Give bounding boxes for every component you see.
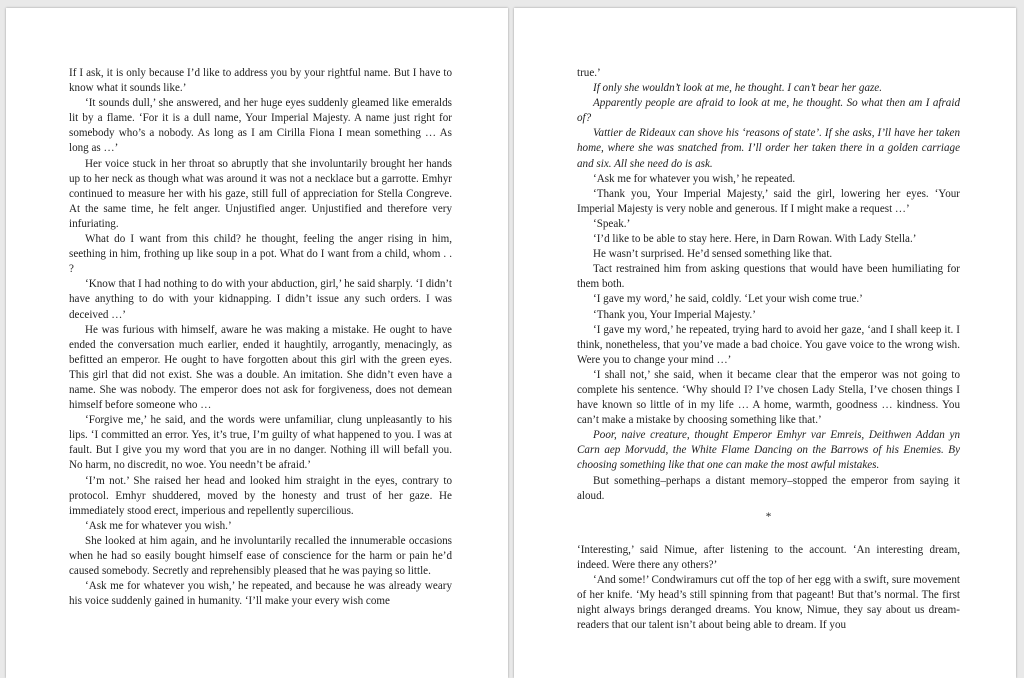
- paragraph: ‘Interesting,’ said Nimue, after listening to the account. ‘An interesting dream, indeed. Were there any others?’: [577, 543, 960, 571]
- paragraph: ‘I’d like to be able to stay here. Here, in Darn Rowan. With Lady Stella.’: [593, 233, 917, 246]
- paragraph: ‘I shall not,’ she said, when it became clear that the emperor was not going to complete his sentence. ‘Why should I? I’ve chosen Lady Stella, I’ve chosen things I have known so little of in my life … A home, warmth, goodness … kindness. You can’t make a mistake by choosing something like that.’: [577, 368, 960, 427]
- paragraph: She looked at him again, and he involuntarily recalled the innumerable occasions when he had so easily bought himself ease of conscience for the harm or pain he’d caused somebody. Secretly and reprehensibly pleased that he was paying so little.: [69, 534, 452, 578]
- paragraph: ‘Speak.’: [593, 217, 631, 230]
- paragraph: But something–perhaps a distant memory–stopped the emperor from saying it aloud.: [577, 474, 960, 502]
- paragraph: Her voice stuck in her throat so abruptly that she involuntarily brought her hands up to her neck as though what was around it was not a necklace but a garrotte. Emhyr continued to measure her with his gaze, still full of appreciation for Stella Congreve. At the same time, he felt anger. Unjustified anger. Unjustified and therefore very infuriating.: [69, 157, 452, 230]
- paragraph: Tact restrained him from asking questions that would have been humiliating for them both.: [577, 263, 960, 291]
- paragraph: ‘Ask me for whatever you wish,’ he repeated.: [593, 172, 796, 185]
- page-text: [69, 66, 452, 609]
- page-right: [514, 8, 1016, 678]
- paragraph: He was furious with himself, aware he was making a mistake. He ought to have ended the conversation much earlier, ended it haughtily, arrogantly, menacingly, as befitted an emperor. He ought to have forgotten about this girl with the green eyes. This girl that did not exist. She was a double. An imitation. She didn’t even have a name. She was nobody. The emperor does not ask for forgiveness, does not demean himself before someone who …: [69, 323, 452, 412]
- section-separator: *: [765, 510, 772, 523]
- paragraph-mixed: What do I want from this child? he thought, feeling the anger rising in him, seething in him, frothing up like soup in a pot. What do I want from a child, whom . . ?: [69, 233, 452, 276]
- paragraph: ‘Forgive me,’ he said, and the words were unfamiliar, clung unpleasantly to his lips. ‘I committed an error. Yes, it’s true, I’m guilty of what happened to you. I was at fault. But I give you my word that you are in no danger. Nothing ill will befall you. No harm, no discredit, no woe. You needn’t be afraid.’: [69, 414, 452, 472]
- paragraph: ‘I gave my word,’ he said, coldly. ‘Let your wish come true.’: [593, 293, 863, 306]
- paragraph: ‘I gave my word,’ he repeated, trying hard to avoid her gaze, ‘and I shall keep it. I think, nonetheless, that you’ve made a bad choice. You gave voice to the wrong wish. Were you to change your mind …’: [577, 323, 960, 366]
- paragraph-mixed: Poor, naive creature, thought Emperor Emhyr var Emreis, Deithwen Addan yn Carn aep Morvudd, the White Flame Dancing on the Barrows of his Enemies. By choosing something like that one can make the most awful mistakes.: [577, 429, 960, 472]
- paragraph: ‘Ask me for whatever you wish,’ he repeated, and because he was already weary his voice suddenly gained in humanity. ‘I’ll make your every wish come: [69, 580, 452, 608]
- paragraph: ‘Know that I had nothing to do with your abduction, girl,’ he said sharply. ‘I didn’t have anything to do with your kidnapping. I didn’t issue any such orders. I was deceived …’: [69, 278, 452, 321]
- paragraph-mixed: If only she wouldn’t look at me, he thought. I can’t bear her gaze.: [593, 82, 883, 95]
- paragraph: ‘And some!’ Condwiramurs cut off the top of her egg with a swift, sure movement of her knife. ‘My head’s still spinning from that pageant! But that’s normal. The first night always brings deranged dreams. You know, Nimue, they say about us dream-readers that our talent isn’t about being able to dream. If you: [577, 574, 960, 632]
- paragraph-italic: Vattier de Rideaux can shove his ‘reasons of state’. If she asks, I’ll have her taken home, where she was snatched from. I’ll order her taken there in a golden carriage and six. All she need do is ask.: [577, 127, 960, 170]
- paragraph: ‘I’m not.’ She raised her head and looked him straight in the eyes, contrary to protocol. Emhyr shuddered, moved by the honesty and trust of her gaze. He immediately stood erect, imperious and repellently supercilious.: [69, 474, 452, 517]
- paragraph: ‘It sounds dull,’ she answered, and her huge eyes suddenly gleamed like emeralds lit by a flame. ‘For it is a dull name, Your Imperial Majesty. A name just right for somebody who’s a nobody. As long as I am Cirilla Fiona I mean something … As long as …’: [69, 97, 452, 155]
- page-left: [6, 8, 508, 678]
- paragraph-mixed: Apparently people are afraid to look at me, he thought. So what then am I afraid of?: [577, 97, 960, 125]
- paragraph: ‘Thank you, Your Imperial Majesty.’: [593, 308, 756, 321]
- paragraph: He wasn’t surprised. He’d sensed something like that.: [593, 248, 833, 261]
- paragraph: true.’: [577, 67, 601, 79]
- paragraph: If I ask, it is only because I’d like to address you by your rightful name. But I have to know what it sounds like.’: [69, 67, 452, 95]
- paragraph: ‘Thank you, Your Imperial Majesty,’ said the girl, lowering her eyes. ‘Your Imperial Majesty is very noble and generous. If I might make a request …’: [577, 187, 960, 215]
- paragraph: ‘Ask me for whatever you wish.’: [85, 519, 232, 532]
- page-text: [577, 66, 960, 633]
